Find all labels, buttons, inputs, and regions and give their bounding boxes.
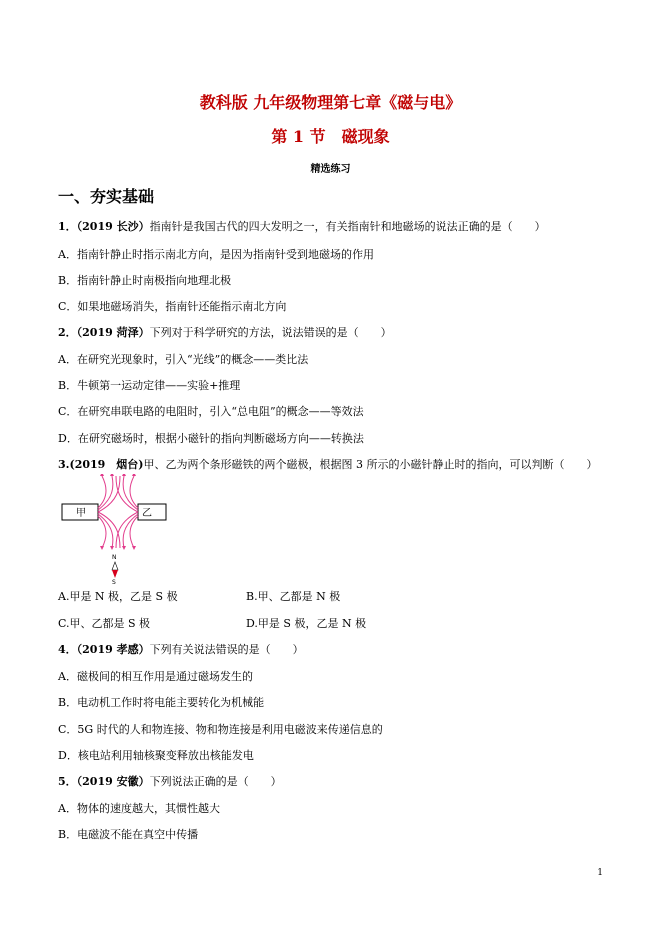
part-heading: 一、夯实基础	[58, 187, 155, 206]
option: A．物体的速度越大，其惯性越大	[58, 802, 220, 815]
question-5	[58, 773, 282, 789]
option: C.甲、乙都是 S 极	[58, 617, 151, 630]
question-source: （2019 孝感）	[76, 643, 150, 656]
option: B.甲、乙都是 N 极	[246, 590, 341, 603]
option: A.甲是 N 极，乙是 S 极	[58, 590, 178, 603]
document-title: 教科版 九年级物理第七章《磁与电》	[199, 93, 462, 112]
question-number: 5．	[58, 775, 77, 788]
needle-bottom-label: S	[112, 579, 116, 584]
question-source: （2019 菏泽）	[76, 326, 150, 339]
option: A．指南针静止时指示南北方向，是因为指南针受到地磁场的作用	[58, 248, 374, 261]
option: D.甲是 S 极，乙是 N 极	[246, 617, 367, 630]
field-lines	[98, 476, 138, 548]
question-text: 下列对于科学研究的方法，说法错误的是（ ）	[149, 326, 392, 339]
compass-needle-top	[112, 562, 118, 570]
magnet-diagram	[58, 474, 168, 584]
option: B．电动机工作时将电能主要转化为机械能	[58, 696, 265, 709]
magnet-figure	[58, 474, 168, 584]
question-number: 1．	[58, 220, 77, 233]
question-text: 下列有关说法错误的是（ ）	[149, 643, 304, 656]
option: C．如果地磁场消失，指南针还能指示南北方向	[58, 300, 287, 313]
question-text: 下列说法正确的是（ ）	[149, 775, 282, 788]
question-4	[58, 641, 304, 657]
option: A．磁极间的相互作用是通过磁场发生的	[58, 670, 253, 683]
option: B．电磁波不能在真空中传播	[58, 828, 199, 841]
question-source: (2019 烟台)	[69, 458, 144, 471]
left-pole-label: 甲	[76, 508, 86, 519]
needle-top-label: N	[112, 554, 117, 561]
option: D．在研究磁场时，根据小磁针的指向判断磁场方向——转换法	[58, 432, 364, 445]
option: D．核电站利用轴核聚变释放出核能发电	[58, 749, 254, 762]
question-source: （2019 长沙）	[76, 220, 150, 233]
page-number: 1	[597, 868, 603, 878]
option: A．在研究光现象时，引入“光线”的概念——类比法	[58, 353, 309, 366]
option: C．5G 时代的人和物连接、物和物连接是利用电磁波来传递信息的	[58, 723, 383, 736]
question-2	[58, 324, 392, 340]
option: B．牛顿第一运动定律——实验+推理	[58, 379, 241, 392]
question-3	[58, 456, 598, 472]
right-pole-label: 乙	[142, 508, 152, 519]
subtitle: 精选练习	[310, 164, 351, 175]
question-text: 甲、乙为两个条形磁铁的两个磁极，根据图 3 所示的小磁针静止时的指向，可以判断（ ）	[143, 458, 598, 471]
question-number: 4．	[58, 643, 77, 656]
option: C．在研究串联电路的电阻时，引入“总电阻”的概念——等效法	[58, 405, 364, 418]
question-number: 2．	[58, 326, 77, 339]
section-title: 第 1 节 磁现象	[271, 127, 390, 146]
question-text: 指南针是我国古代的四大发明之一，有关指南针和地磁场的说法正确的是（ ）	[149, 220, 546, 233]
option: B．指南针静止时南极指向地理北极	[58, 274, 232, 287]
question-1	[58, 218, 546, 234]
question-source: （2019 安徽）	[76, 775, 150, 788]
question-number: 3.	[58, 458, 70, 471]
compass-needle-bottom	[112, 570, 118, 578]
